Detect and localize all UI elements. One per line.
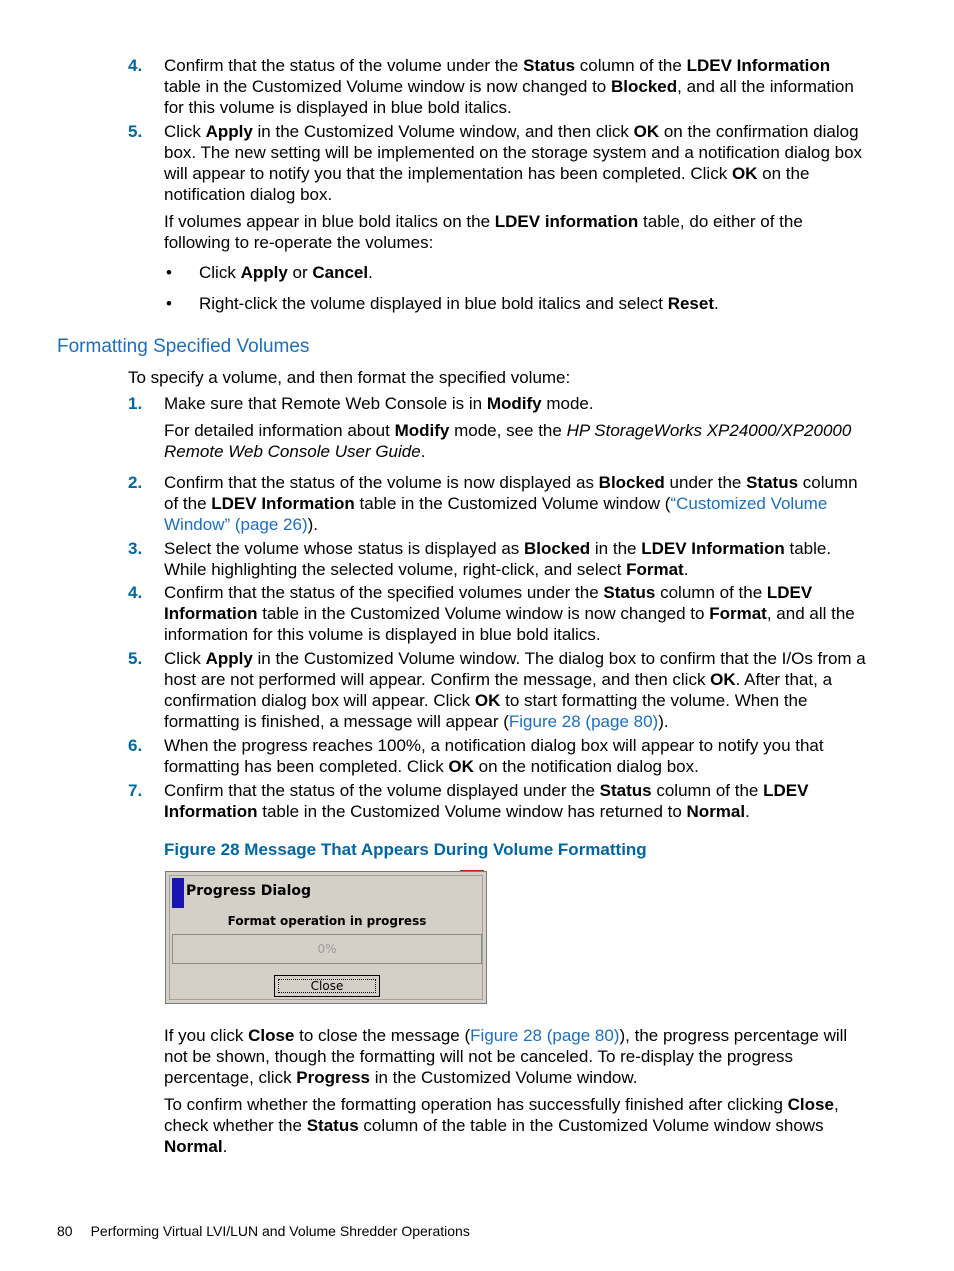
step-text: Confirm that the status of the specified volumes under the Status column of the LDEV Information table in the Customized Volume window is now changed to Format, and all the information for this volume is displayed in blue bold italics. xyxy=(164,583,855,644)
bullet-icon: • xyxy=(166,294,172,313)
dialog-title: Progress Dialog xyxy=(186,883,312,899)
dialog-message: Format operation in progress xyxy=(227,914,427,928)
step-text: Confirm that the status of the volume displayed under the Status column of the LDEV Information table in the Customized Volume window has returned to Normal. xyxy=(164,781,809,821)
figure-caption: Figure 28 Message That Appears During Volume Formatting xyxy=(164,840,647,859)
step-number: 6. xyxy=(128,736,143,755)
step-number: 3. xyxy=(128,539,143,558)
step-text: Select the volume whose status is displayed as Blocked in the LDEV Information table. While highlighting the selected volume, right-click, and select Format. xyxy=(164,539,832,579)
step-text: Confirm that the status of the volume is now displayed as Blocked under the Status column of the LDEV Information table in the Customized Volume window (“Customized Volume Window” (page 26)). xyxy=(164,473,858,534)
page-footer xyxy=(57,1221,470,1241)
bullet-text: Right-click the volume displayed in blue bold italics and select Reset. xyxy=(199,294,719,313)
progress-bar xyxy=(172,934,482,964)
reoperate-paragraph: If volumes appear in blue bold italics on the LDEV information table, do either of the following to re-operate the volumes: xyxy=(164,212,803,252)
footer-title: Performing Virtual LVI/LUN and Volume Shredder Operations xyxy=(90,1223,470,1239)
close-button[interactable] xyxy=(274,975,380,997)
step-number: 5. xyxy=(128,649,143,668)
confirm-paragraph: To confirm whether the formatting operation has successfully finished after clicking Close, check whether the Status column of the table in the Customized Volume window shows Normal. xyxy=(164,1095,839,1156)
step-text: Click Apply in the Customized Volume window, and then click OK on the confirmation dialog box. The new setting will be implemented on the storage system and a notification dialog box will appear to notify you that the implementation has been completed. Click OK on the notification dialog box. xyxy=(164,122,863,204)
progress-dialog xyxy=(165,871,487,1004)
progress-percent: 0% xyxy=(317,942,337,956)
step-number: 7. xyxy=(128,781,143,800)
step-text: Make sure that Remote Web Console is in Modify mode. xyxy=(164,394,594,413)
bullet-text: Click Apply or Cancel. xyxy=(199,263,373,282)
step-text: Click Apply in the Customized Volume window. The dialog box to confirm that the I/Os from a host are not performed will appear. Confirm the message, and then click OK. After that, a confirmation dialog box will appear. Click OK to start formatting the volume. When the formatting is finished, a message will appear (Figure 28 (page 80)). xyxy=(164,649,866,731)
step-text: When the progress reaches 100%, a notification dialog box will appear to notify you that formatting has been completed. Click OK on the notification dialog box. xyxy=(164,736,824,776)
step-number: 4. xyxy=(128,583,143,602)
step-number: 5. xyxy=(128,122,143,141)
step-note-text: For detailed information about Modify mode, see the HP StorageWorks XP24000/XP20000 Remote Web Console User Guide. xyxy=(164,421,852,461)
section-intro: To specify a volume, and then format the specified volume: xyxy=(128,368,571,387)
dialog-title-accent xyxy=(172,878,184,908)
close-paragraph: If you click Close to close the message (Figure 28 (page 80)), the progress percentage will not be shown, though the formatting will not be canceled. To re-display the progress percentage, click Progress in the Customized Volume window. xyxy=(164,1026,848,1087)
step-number: 2. xyxy=(128,473,143,492)
section-heading: Formatting Specified Volumes xyxy=(57,336,310,357)
close-button-label: Close xyxy=(310,979,344,993)
page-number: 80 xyxy=(57,1223,73,1239)
step-number: 1. xyxy=(128,394,143,413)
step-text: Confirm that the status of the volume under the Status column of the LDEV Information table in the Customized Volume window is now changed to Blocked, and all the information for this volume is displayed in blue bold italics. xyxy=(164,56,854,117)
step-number: 4. xyxy=(128,56,143,75)
bullet-icon: • xyxy=(166,263,172,282)
